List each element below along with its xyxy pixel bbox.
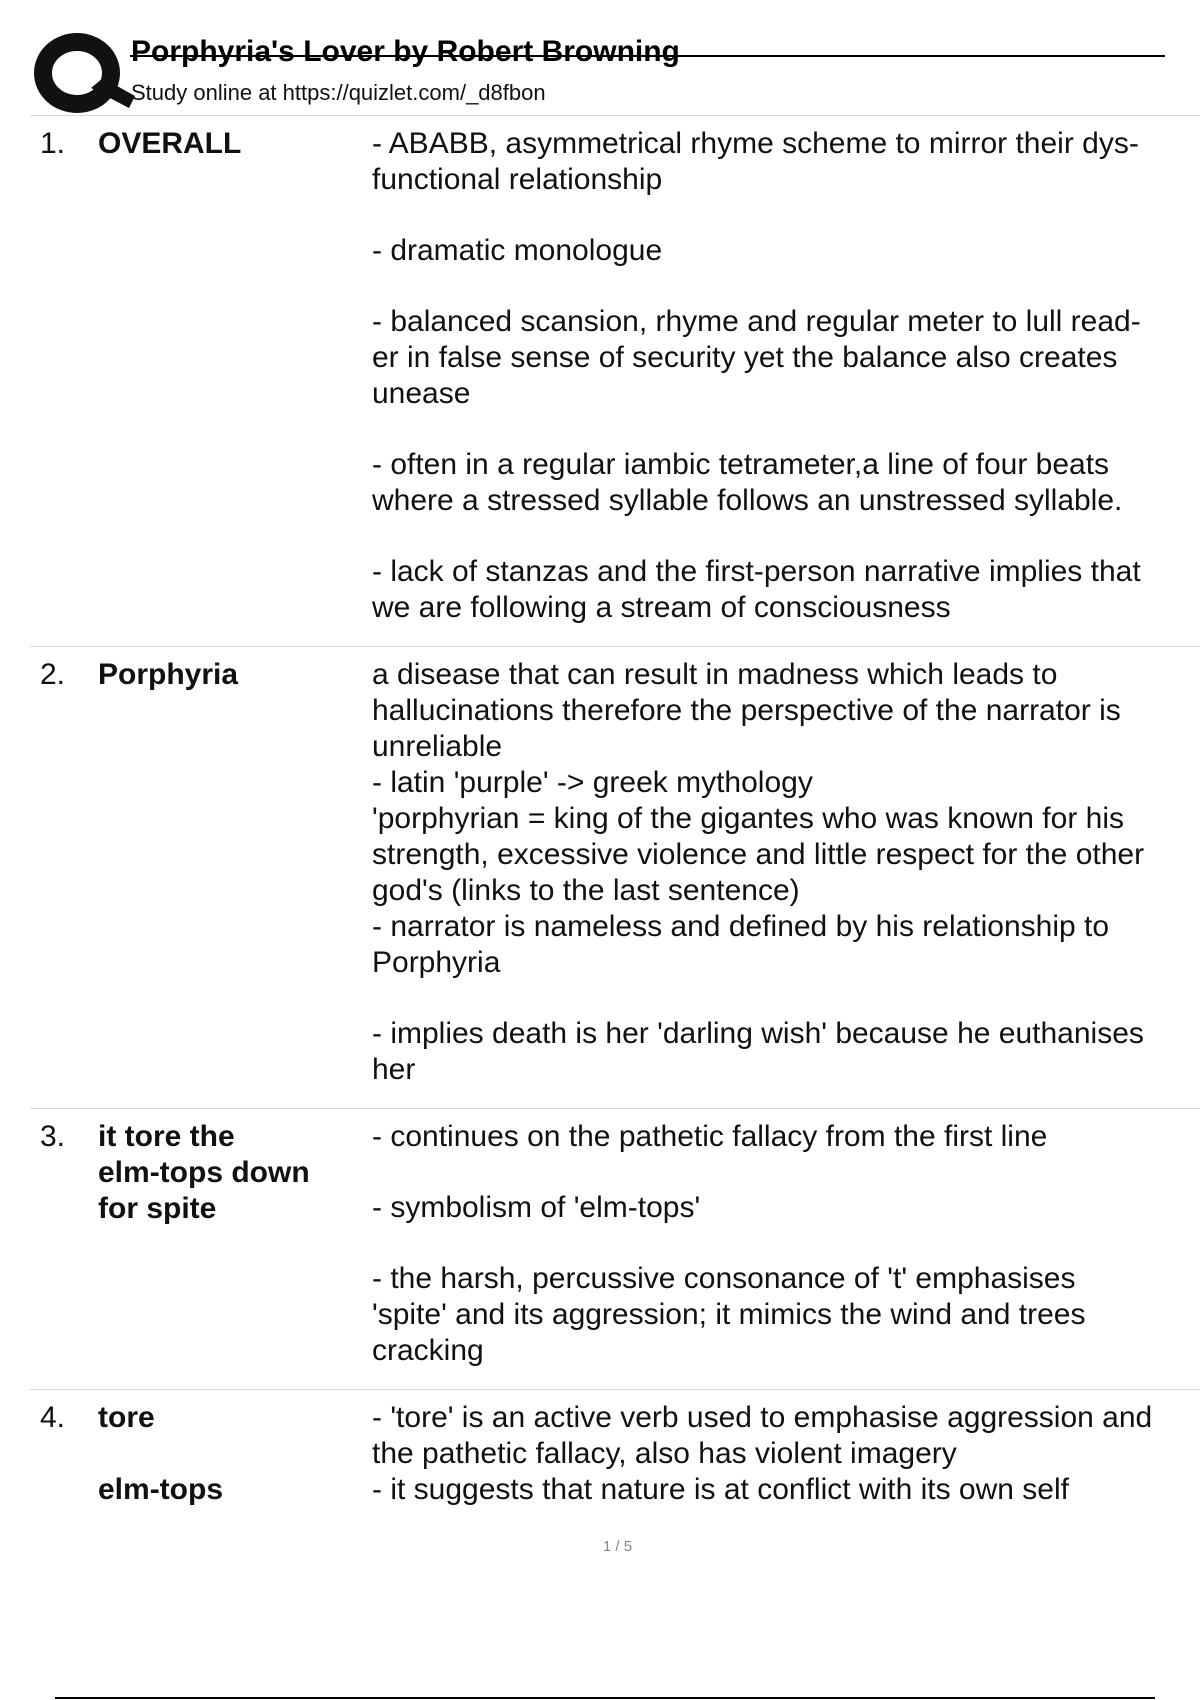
card-number: 1. [40, 127, 66, 160]
term-line: OVERALL [98, 127, 242, 160]
definition-line: - symbolism of 'elm-tops' [372, 1191, 701, 1224]
definition-line: cracking [372, 1334, 484, 1367]
flashcard-row [30, 1109, 1200, 1390]
definition-line: her [372, 1053, 416, 1086]
card-number: 2. [40, 658, 66, 691]
definition-line [372, 1226, 1200, 1261]
definition-line: - narrator is nameless and defined by his relationship to [372, 910, 1110, 943]
definition-line: Porphyria [372, 946, 501, 979]
definition-line: - ABABB, asymmetrical rhyme scheme to mirror their dys- [372, 127, 1139, 160]
definition-line: 'spite' and its aggression; it mimics the wind and trees [372, 1298, 1086, 1331]
definition-line: god's (links to the last sentence) [372, 874, 800, 907]
definition-line [372, 198, 1200, 233]
term-line: elm-tops down [98, 1156, 310, 1189]
definition-line [372, 269, 1200, 304]
flashcard-row [30, 116, 1200, 647]
page-header [30, 30, 1200, 116]
definition-line: - continues on the pathetic fallacy from the first line [372, 1120, 1048, 1153]
flashcard-row [30, 647, 1200, 1109]
definition-line: a disease that can result in madness which leads to [372, 658, 1058, 691]
card-term [98, 126, 348, 162]
card-number: 3. [40, 1120, 66, 1153]
page-title: Porphyria's Lover by Robert Browning [131, 35, 680, 68]
definition-line: - implies death is her 'darling wish' because he euthanises [372, 1017, 1144, 1050]
definition-line: 'porphyrian = king of the gigantes who was known for his [372, 802, 1124, 835]
card-definition [372, 1400, 1200, 1508]
definition-line: - the harsh, percussive consonance of 't' emphasises [372, 1262, 1076, 1295]
definition-line: hallucinations therefore the perspective of the narrator is [372, 694, 1121, 727]
definition-line: - latin 'purple' -> greek mythology [372, 766, 813, 799]
term-line: it tore the [98, 1120, 235, 1153]
quizlet-q-logo-icon [33, 32, 141, 114]
definition-line: unease [372, 377, 471, 410]
study-online-link[interactable]: Study online at https://quizlet.com/_d8fbon [131, 80, 546, 105]
definition-line: we are following a stream of consciousness [372, 591, 951, 624]
card-term [98, 1119, 348, 1227]
page-number: 1 / 5 [602, 1538, 633, 1555]
card-term [98, 657, 348, 693]
definition-line: - balanced scansion, rhyme and regular meter to lull read- [372, 305, 1141, 338]
definition-line [372, 981, 1200, 1016]
definition-line: - 'tore' is an active verb used to emphasise aggression and [372, 1401, 1153, 1434]
definition-line: functional relationship [372, 163, 663, 196]
card-number: 4. [40, 1401, 66, 1434]
definition-line: - dramatic monologue [372, 234, 663, 267]
term-line: for spite [98, 1192, 217, 1225]
definition-line: unreliable [372, 730, 503, 763]
definition-line: the pathetic fallacy, also has violent imagery [372, 1437, 957, 1470]
flashcard-row [30, 1390, 1200, 1528]
flashcard-list [30, 116, 1200, 1528]
definition-line: strength, excessive violence and little respect for the other [372, 838, 1145, 871]
definition-line: - it suggests that nature is at conflict with its own self [372, 1473, 1069, 1506]
definition-line [372, 519, 1200, 554]
definition-line: er in false sense of security yet the balance also creates [372, 341, 1118, 374]
definition-line: where a stressed syllable follows an unstressed syllable. [372, 484, 1123, 517]
card-definition [372, 126, 1200, 626]
card-definition [372, 1119, 1200, 1369]
footer-divider [55, 1697, 1155, 1699]
term-line: tore [98, 1401, 155, 1434]
term-line: elm-tops [98, 1473, 224, 1506]
term-line: Porphyria [98, 658, 239, 691]
definition-line: - lack of stanzas and the first-person narrative implies that [372, 555, 1141, 588]
definition-line [372, 412, 1200, 447]
definition-line: - often in a regular iambic tetrameter,a line of four beats [372, 448, 1110, 481]
definition-line [372, 1155, 1200, 1190]
card-term [98, 1400, 348, 1508]
card-definition [372, 657, 1200, 1088]
